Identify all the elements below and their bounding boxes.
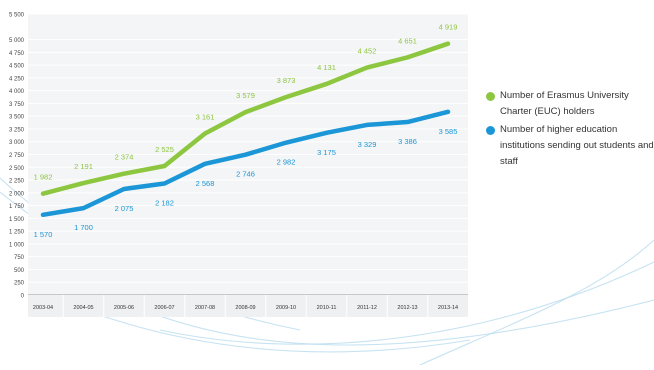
x-tick-label: 2008-09 <box>235 305 255 311</box>
y-tick-label: 1 000 <box>9 242 25 248</box>
x-tick-label: 2009-10 <box>276 305 296 311</box>
y-tick-label: 1 250 <box>9 230 25 236</box>
data-label: 3 161 <box>196 113 215 122</box>
data-label: 3 329 <box>358 140 377 149</box>
legend-label-institutions: Number of higher education institutions sending out students and staff <box>500 122 654 170</box>
y-tick-label: 5 000 <box>9 38 25 44</box>
y-tick-label: 4 750 <box>9 51 25 57</box>
x-tick-label: 2004-05 <box>73 305 93 311</box>
data-label: 2 075 <box>115 204 134 213</box>
y-tick-label: 2 500 <box>9 166 25 172</box>
y-tick-label: 3 750 <box>9 102 25 108</box>
legend-marker-institutions <box>486 126 495 135</box>
data-label: 2 191 <box>74 162 93 171</box>
data-label: 1 570 <box>34 230 53 239</box>
y-tick-label: 2 250 <box>9 179 25 185</box>
data-label: 4 452 <box>358 47 377 56</box>
x-tick-label: 2013-14 <box>438 305 458 311</box>
y-tick-label: 750 <box>14 255 25 261</box>
x-tick-label: 2007-08 <box>195 305 215 311</box>
data-label: 4 651 <box>398 36 417 45</box>
y-tick-label: 1 750 <box>9 204 25 210</box>
legend-item-institutions <box>486 122 654 170</box>
y-tick-label: 3 000 <box>9 140 25 146</box>
data-label: 3 873 <box>277 76 296 85</box>
y-axis-ticks <box>9 13 25 300</box>
data-label: 1 982 <box>34 173 53 182</box>
legend-marker-euc <box>486 92 495 101</box>
y-tick-label: 250 <box>14 281 25 287</box>
x-tick-label: 2011-12 <box>357 305 377 311</box>
data-label: 2 182 <box>155 199 174 208</box>
legend-label-euc: Number of Erasmus University Charter (EUC) holders <box>500 88 654 120</box>
x-tick-label: 2010-11 <box>317 305 337 311</box>
x-tick-label: 2005-06 <box>114 305 134 311</box>
y-tick-label: 5 500 <box>9 13 25 19</box>
y-tick-label: 500 <box>14 268 25 274</box>
y-tick-label: 3 250 <box>9 127 25 133</box>
data-label: 3 585 <box>439 127 458 136</box>
data-label: 4 919 <box>439 23 458 32</box>
y-tick-label: 2 000 <box>9 191 25 197</box>
data-label: 3 579 <box>236 91 255 100</box>
data-label: 1 700 <box>74 223 93 232</box>
data-label: 2 374 <box>115 153 134 162</box>
x-tick-label: 2006-07 <box>154 305 174 311</box>
y-tick-label: 1 500 <box>9 217 25 223</box>
data-label: 2 525 <box>155 145 174 154</box>
y-tick-label: 3 500 <box>9 115 25 121</box>
legend <box>486 88 654 172</box>
y-tick-label: 4 500 <box>9 64 25 70</box>
y-tick-label: 0 <box>21 294 25 300</box>
data-label: 2 746 <box>236 170 255 179</box>
data-label: 2 982 <box>277 158 296 167</box>
y-tick-label: 2 750 <box>9 153 25 159</box>
data-label: 4 131 <box>317 63 336 72</box>
data-label: 3 386 <box>398 137 417 146</box>
data-label: 2 568 <box>196 179 215 188</box>
legend-item-euc <box>486 88 654 120</box>
y-tick-label: 4 250 <box>9 76 25 82</box>
data-label: 3 175 <box>317 148 336 157</box>
x-tick-label: 2012-13 <box>397 305 417 311</box>
y-tick-label: 4 000 <box>9 89 25 95</box>
x-tick-label: 2003-04 <box>33 305 53 311</box>
